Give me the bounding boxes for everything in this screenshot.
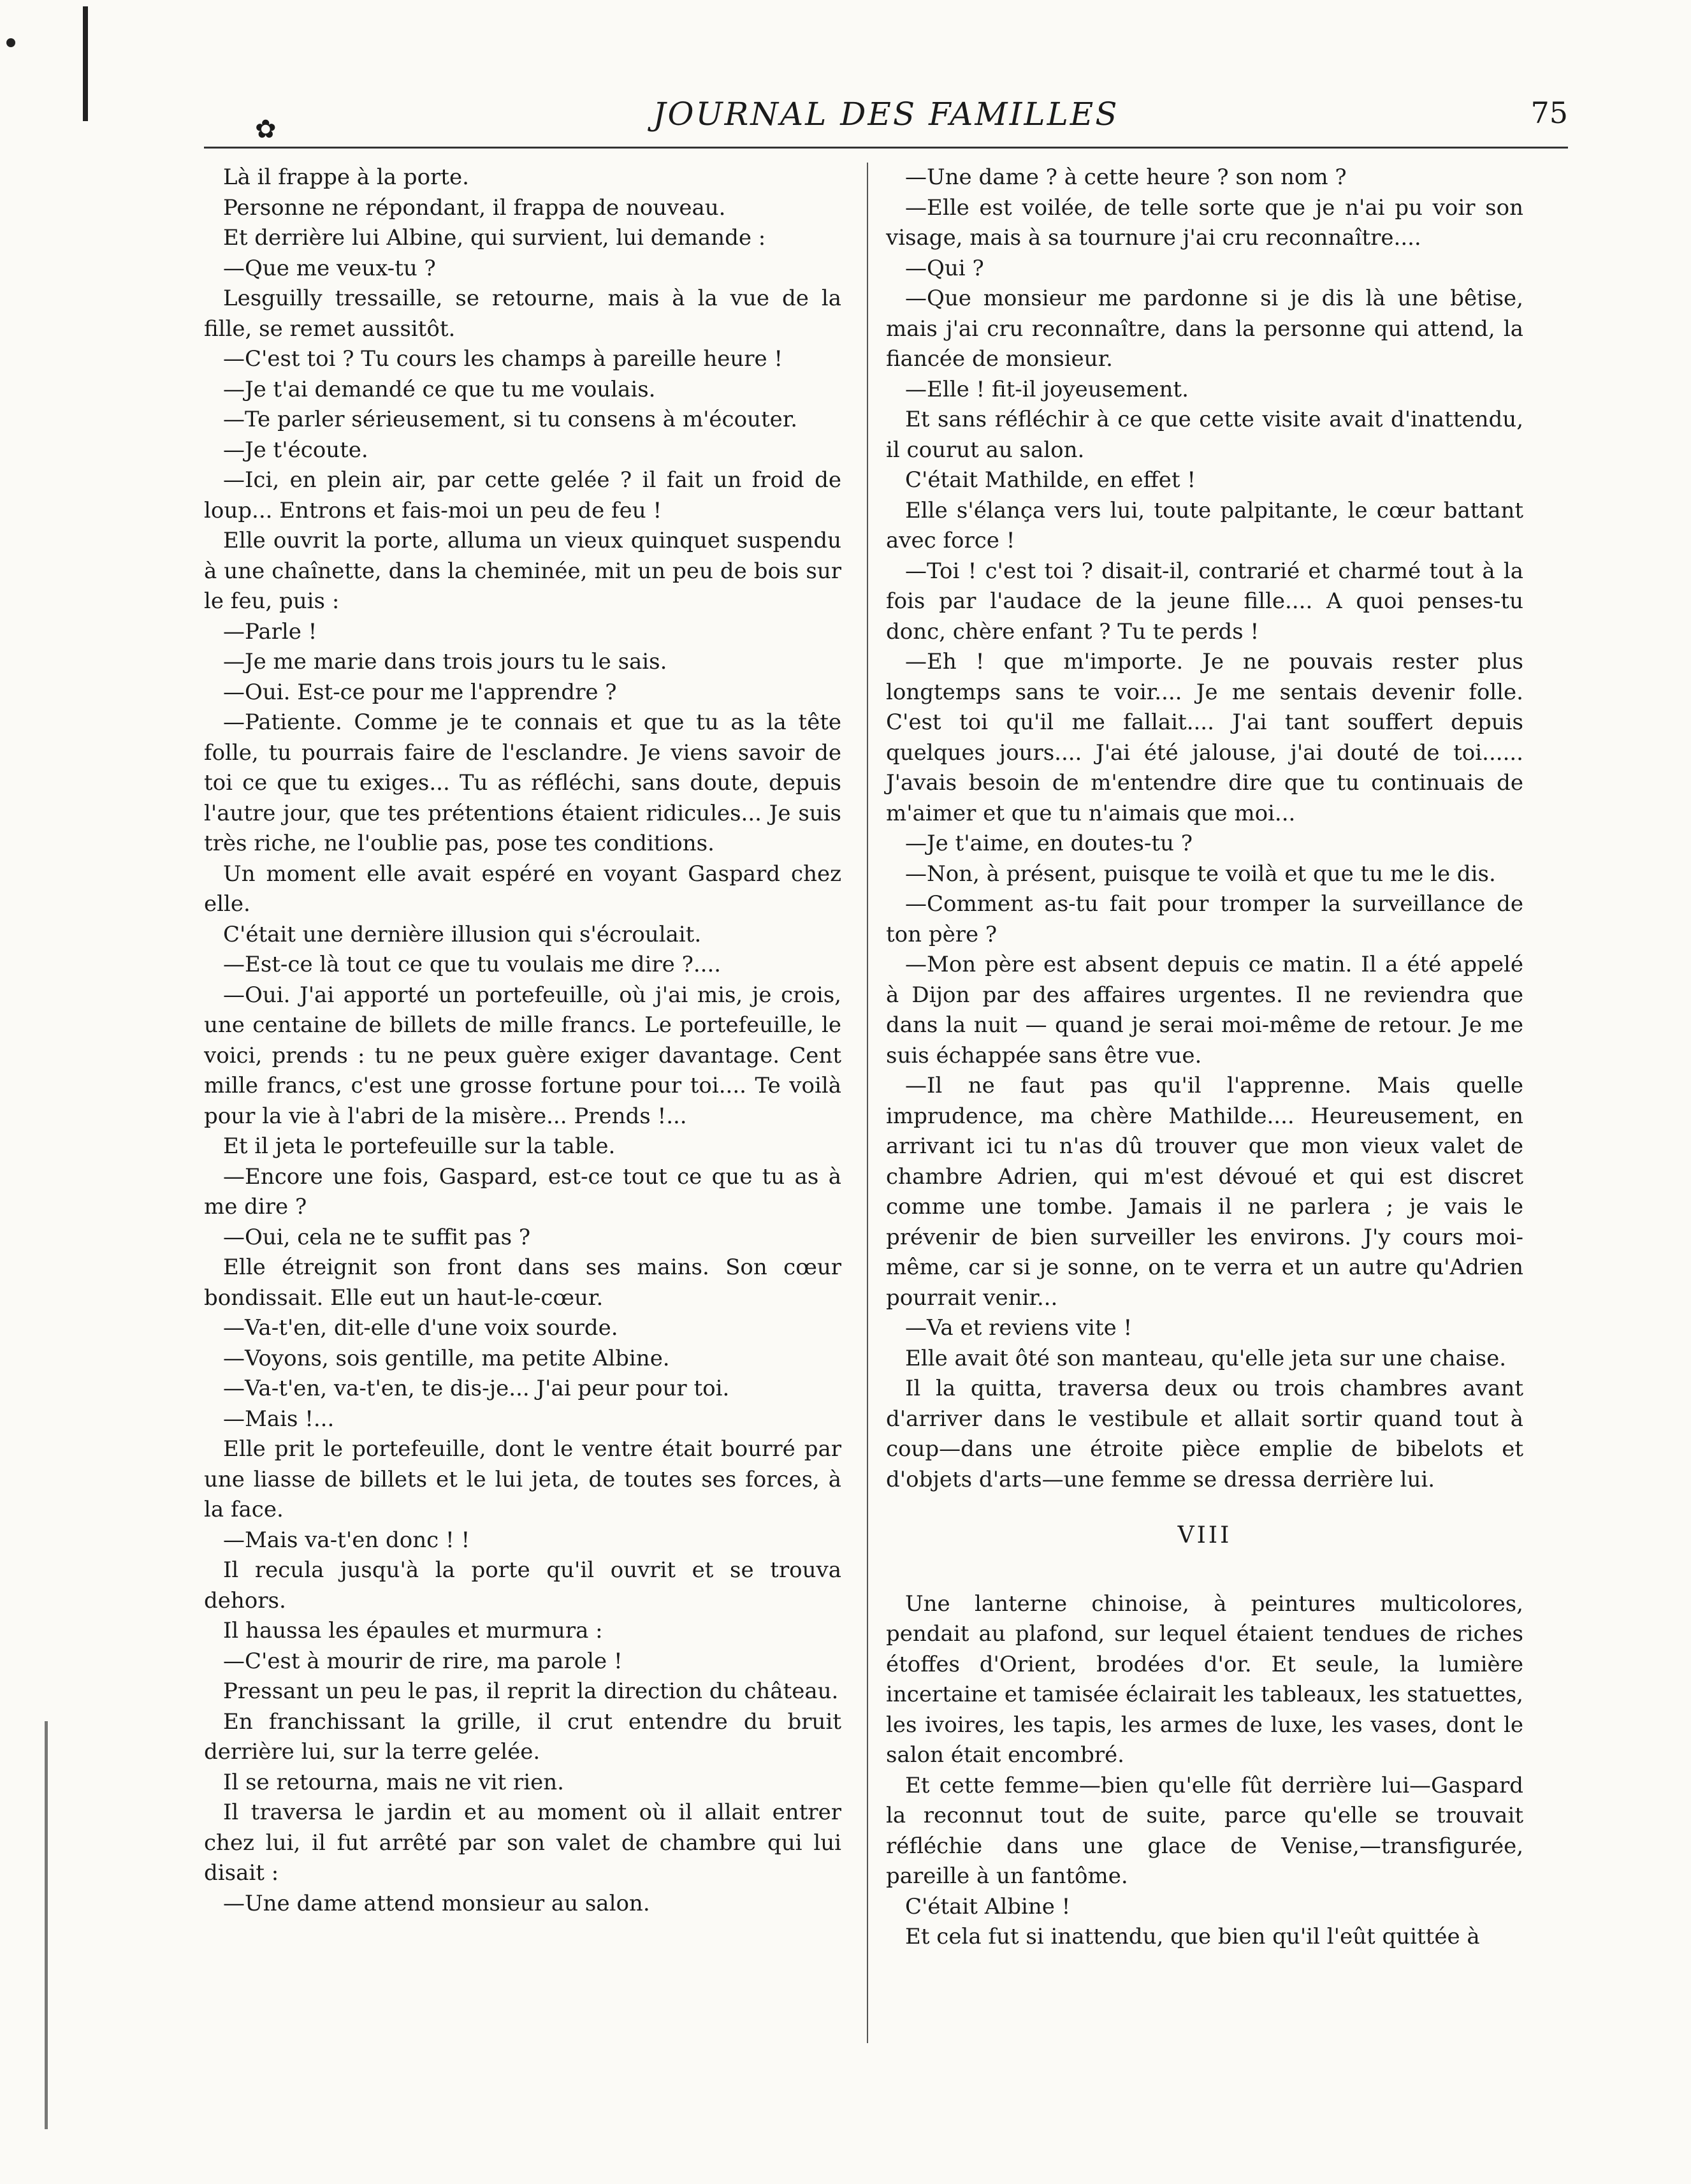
paragraph: —Eh ! que m'importe. Je ne pouvais rester plus longtemps sans te voir.... Je me sentais devenir folle. C'est toi qu'il me fallait.... J'ai tant souffert depuis quelques jours.... J'ai été jalouse, j'ai douté de toi...... J'avais besoin de m'entendre dire que tu continuais de m'aimer et que tu n'aimais que moi...	[886, 649, 1523, 826]
paragraph: Il haussa les épaules et murmura :	[223, 1618, 603, 1643]
paragraph: —Oui. J'ai apporté un portefeuille, où j'ai mis, je crois, une centaine de billets de mille francs. Le portefeuille, le voici, prends : tu ne peux guère exiger davantage. Cent mille francs, c'est une grosse fortune pour toi.... Te voilà pour la vie à l'abri de la misère... Prends !...	[204, 982, 841, 1129]
paragraph: C'était une dernière illusion qui s'écroulait.	[223, 921, 702, 947]
paragraph: Pressant un peu le pas, il reprit la direction du château.	[223, 1678, 839, 1704]
paragraph: En franchissant la grille, il crut entendre du bruit derrière lui, sur la terre gelée.	[204, 1708, 841, 1765]
paragraph: Elle s'élança vers lui, toute palpitante, le cœur battant avec force !	[886, 497, 1523, 553]
paragraph: —Non, à présent, puisque te voilà et que tu me le dis.	[905, 861, 1496, 887]
paragraph: —Une dame ? à cette heure ? son nom ?	[905, 164, 1347, 190]
left-column	[204, 163, 841, 1919]
right-column-top	[886, 163, 1523, 1495]
paragraph: —Va-t'en, dit-elle d'une voix sourde.	[223, 1315, 618, 1341]
page-number: 75	[1530, 96, 1568, 130]
paragraph: —Encore une fois, Gaspard, est-ce tout ce que tu as à me dire ?	[204, 1163, 841, 1219]
paragraph: Un moment elle avait espéré en voyant Gaspard chez elle.	[204, 861, 841, 917]
scan-speck	[6, 38, 15, 47]
paragraph: Il traversa le jardin et au moment où il allait entrer chez lui, il fut arrêté par son valet de chambre qui lui disait :	[204, 1800, 841, 1886]
paragraph: —Va et reviens vite !	[905, 1315, 1133, 1341]
paragraph: —Que monsieur me pardonne si je dis là une bêtise, mais j'ai cru reconnaître, dans la personne qui attend, la fiancée de monsieur.	[886, 286, 1523, 372]
paragraph: —Oui. Est-ce pour me l'apprendre ?	[223, 679, 617, 705]
paragraph: Lesguilly tressaille, se retourne, mais à la vue de la fille, se remet aussitôt.	[204, 286, 841, 342]
paragraph: Personne ne répondant, il frappa de nouveau.	[223, 194, 726, 221]
paragraph: —Comment as-tu fait pour tromper la surveillance de ton père ?	[886, 891, 1523, 947]
right-column-bottom	[886, 1589, 1523, 1953]
paragraph: —Il ne faut pas qu'il l'apprenne. Mais quelle imprudence, ma chère Mathilde.... Heureusement, en arrivant ici tu n'as dû trouver que mon vieux valet de chambre Adrien, qui m'est dévoué et qui est discret comme une tombe. Jamais il ne parlera ; je vais le prévenir de bien surveiller les environs. J'y cours moi-même, car si je sonne, on te verra et un autre qu'Adrien pourrait venir...	[886, 1073, 1523, 1311]
paragraph: —C'est toi ? Tu cours les champs à pareille heure !	[223, 346, 783, 372]
paragraph: —Va-t'en, va-t'en, te dis-je... J'ai peur pour toi.	[223, 1376, 730, 1401]
scan-binding-mark	[83, 6, 88, 121]
paragraph: Elle étreignit son front dans ses mains. Son cœur bondissait. Elle eut un haut-le-cœur.	[204, 1255, 841, 1311]
paragraph: Elle avait ôté son manteau, qu'elle jeta sur une chaise.	[905, 1345, 1507, 1371]
paragraph: —Mais !...	[223, 1406, 335, 1432]
paragraph: —Voyons, sois gentille, ma petite Albine.	[223, 1345, 670, 1371]
paragraph: Une lanterne chinoise, à peintures multicolores, pendait au plafond, sur lequel étaient tendues de riches étoffes d'Orient, brodées d'or. Et seule, la lumière incertaine et tamisée éclairait les tableaux, les statuettes, les ivoires, les tapis, les armes de luxe, les vases, dont le salon était encombré.	[886, 1591, 1523, 1768]
paragraph: —Oui, cela ne te suffit pas ?	[223, 1224, 531, 1250]
paragraph: Elle prit le portefeuille, dont le ventre était bourré par une liasse de billets et le lui jeta, de toutes ses forces, à la face.	[204, 1436, 841, 1522]
column-divider	[867, 163, 868, 2043]
paragraph: —Qui ?	[905, 255, 984, 281]
paragraph: Et sans réfléchir à ce que cette visite avait d'inattendu, il courut au salon.	[886, 407, 1523, 463]
paragraph: Et derrière lui Albine, qui survient, lui demande :	[223, 225, 766, 251]
paragraph: —Je me marie dans trois jours tu le sais.	[223, 649, 667, 674]
paragraph: —Te parler sérieusement, si tu consens à m'écouter.	[223, 407, 798, 432]
section-heading: VIII	[1177, 1522, 1232, 1548]
page-header	[204, 89, 1568, 149]
paragraph: Elle ouvrit la porte, alluma un vieux quinquet suspendu à une chaînette, dans la cheminée, mit un peu de bois sur le feu, puis :	[204, 528, 841, 614]
header-ornament-icon: ✿	[255, 115, 277, 144]
paragraph: —Est-ce là tout ce que tu voulais me dire ?....	[223, 952, 722, 977]
paragraph: —Mon père est absent depuis ce matin. Il a été appelé à Dijon par des affaires urgentes. Il ne reviendra que dans la nuit — quand je serai moi-même de retour. Je me suis échappée sans être vue.	[886, 952, 1523, 1068]
paragraph: —Ici, en plein air, par cette gelée ? il fait un froid de loup... Entrons et fais-moi un peu de feu !	[204, 467, 841, 523]
paragraph: C'était Mathilde, en effet !	[905, 467, 1196, 493]
paragraph: —Patiente. Comme je te connais et que tu as la tête folle, tu pourrais faire de l'esclandre. Je viens savoir de toi ce que tu exiges... Tu as réfléchi, sans doute, depuis l'autre jour, que tes prétentions étaient ridicules... Je suis très riche, ne l'oublie pas, pose tes conditions.	[204, 710, 841, 856]
paragraph: —Je t'aime, en doutes-tu ?	[905, 831, 1193, 856]
paragraph: —Je t'écoute.	[223, 437, 368, 463]
paragraph: Il la quitta, traversa deux ou trois chambres avant d'arriver dans le vestibule et allait sortir quand tout à coup—dans une étroite pièce emplie de bibelots et d'objets d'arts—une femme se dressa derrière lui.	[886, 1376, 1523, 1492]
right-column	[886, 163, 1523, 1953]
paragraph: —Elle ! fit-il joyeusement.	[905, 376, 1189, 402]
journal-title: JOURNAL DES FAMILLES	[653, 96, 1119, 133]
paragraph: —Je t'ai demandé ce que tu me voulais.	[223, 376, 656, 402]
paragraph: —C'est à mourir de rire, ma parole !	[223, 1648, 623, 1674]
scan-binding-mark	[45, 1721, 48, 2129]
paragraph: Et cela fut si inattendu, que bien qu'il l'eût quittée à	[905, 1924, 1480, 1949]
paragraph: —Mais va-t'en donc ! !	[223, 1527, 470, 1553]
paragraph: Et cette femme—bien qu'elle fût derrière lui—Gaspard la reconnut tout de suite, parce qu'elle se trouvait réfléchie dans une glace de Venise,—transfigurée, pareille à un fantôme.	[886, 1772, 1523, 1889]
paragraph: —Toi ! c'est toi ? disait-il, contrarié et charmé tout à la fois par l'audace de la jeune fille.... A quoi penses-tu donc, chère enfant ? Tu te perds !	[886, 558, 1523, 644]
paragraph: Là il frappe à la porte.	[223, 164, 469, 190]
paragraph: Et il jeta le portefeuille sur la table.	[223, 1133, 616, 1159]
paragraph: Il recula jusqu'à la porte qu'il ouvrit et se trouva dehors.	[204, 1557, 841, 1613]
paragraph: —Parle !	[223, 618, 317, 644]
paragraph: —Que me veux-tu ?	[223, 255, 436, 281]
paragraph: C'était Albine !	[905, 1893, 1071, 1919]
paragraph: —Elle est voilée, de telle sorte que je n'ai pu voir son visage, mais à sa tournure j'ai cru reconnaître....	[886, 194, 1523, 251]
paragraph: Il se retourna, mais ne vit rien.	[223, 1769, 564, 1795]
paragraph: —Une dame attend monsieur au salon.	[223, 1890, 650, 1916]
